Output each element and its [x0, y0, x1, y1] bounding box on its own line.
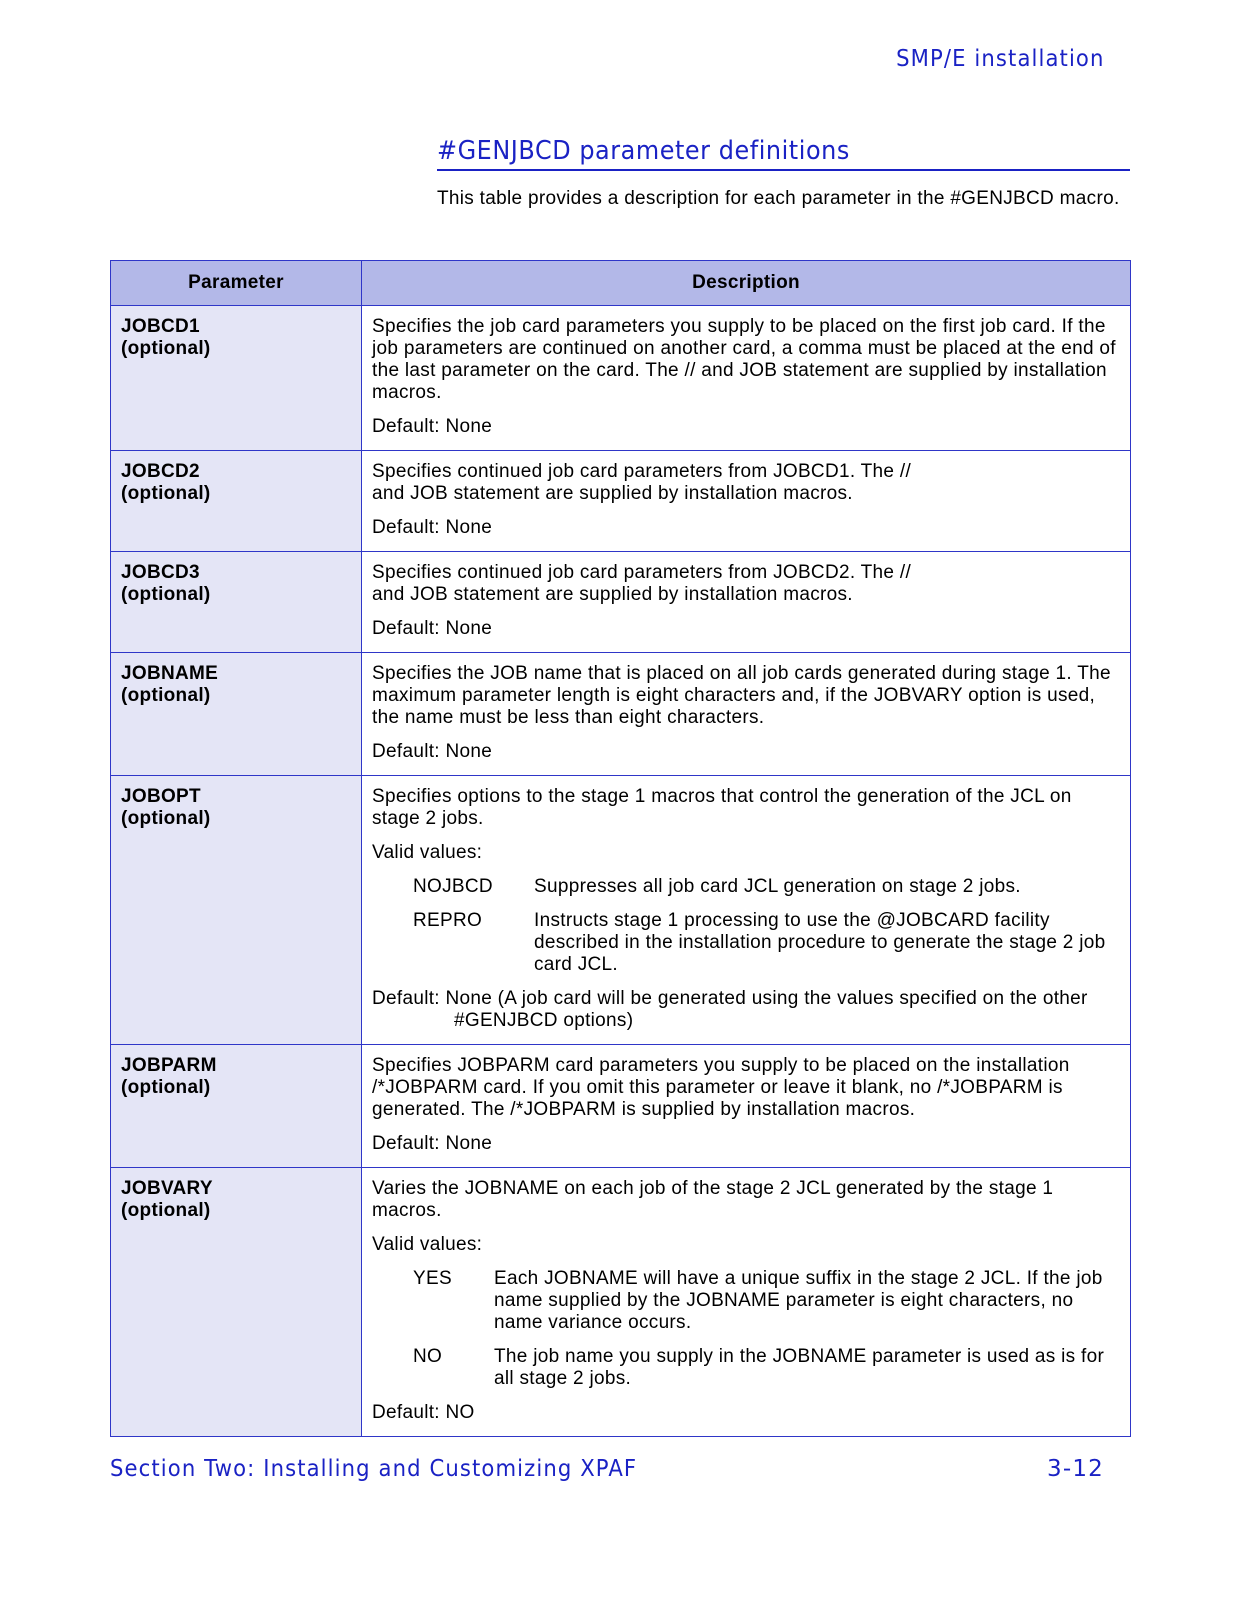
parameter-qualifier: (optional): [121, 808, 211, 829]
parameter-qualifier: (optional): [121, 685, 211, 706]
section-heading: [437, 136, 1130, 171]
column-header-description: Description: [362, 261, 1131, 306]
parameter-name: JOBNAME: [121, 663, 219, 684]
description-text: Varies the JOBNAME on each job of the stage 2 JCL generated by the stage 1 macros.: [372, 1178, 1054, 1221]
table-row: [111, 776, 1131, 1045]
description-cell: [362, 776, 1131, 1045]
parameter-cell: [111, 1168, 362, 1437]
parameter-name: JOBVARY: [121, 1178, 213, 1199]
description-text: Specifies the JOB name that is placed on all job cards generated during stage 1. The maximum parameter length is eight characters and, if the JOBVARY option is used, the name must be less than eight characters.: [372, 663, 1111, 728]
valid-value-key: REPRO: [413, 910, 483, 931]
valid-values-label: Valid values:: [372, 1234, 483, 1255]
valid-value-key: NOJBCD: [413, 876, 493, 897]
description-cell: [362, 552, 1131, 653]
parameter-name: JOBCD3: [121, 562, 200, 583]
default-value: Default: None: [372, 1133, 493, 1154]
description-text: Specifies continued job card parameters from JOBCD2. The // and JOB statement are supplied by installation macros.: [372, 562, 912, 605]
table-row: [111, 552, 1131, 653]
valid-value-row: [413, 910, 1120, 976]
parameter-qualifier: (optional): [121, 483, 211, 504]
valid-value-row: [413, 1346, 1120, 1390]
parameter-cell: [111, 552, 362, 653]
parameter-qualifier: (optional): [121, 1200, 211, 1221]
parameter-qualifier: (optional): [121, 584, 211, 605]
parameter-cell: [111, 776, 362, 1045]
table-row: [111, 1045, 1131, 1168]
parameter-name: JOBCD2: [121, 461, 200, 482]
valid-value-description: The job name you supply in the JOBNAME parameter is used as is for all stage 2 jobs.: [494, 1346, 1105, 1389]
default-value: Default: None: [372, 416, 493, 437]
running-header: SMP/E installation: [895, 46, 1104, 72]
description-text: Specifies the job card parameters you supply to be placed on the first job card. If the job parameters are continued on another card, a comma must be placed at the end of the last parameter on the card. The // and JOB statement are supplied by installation macros.: [372, 316, 1116, 403]
table-row: [111, 653, 1131, 776]
description-cell: [362, 451, 1131, 552]
parameter-cell: [111, 1045, 362, 1168]
parameter-cell: [111, 653, 362, 776]
valid-value-description: Instructs stage 1 processing to use the @JOBCARD facility described in the installation procedure to generate the stage 2 job card JCL.: [534, 910, 1106, 975]
column-header-parameter: Parameter: [111, 261, 362, 306]
intro-text: This table provides a description for each parameter in the #GENJBCD macro.: [437, 188, 1120, 209]
default-value: Default: NO: [372, 1402, 475, 1423]
parameter-cell: [111, 306, 362, 451]
section-title: #GENJBCD parameter definitions: [437, 136, 850, 166]
valid-value-description: Each JOBNAME will have a unique suffix in the stage 2 JCL. If the job name supplied by the JOBNAME parameter is eight characters, no name variance occurs.: [494, 1268, 1103, 1333]
description-text: Specifies continued job card parameters from JOBCD1. The // and JOB statement are supplied by installation macros.: [372, 461, 912, 504]
valid-values-label: Valid values:: [372, 842, 483, 863]
table-row: [111, 306, 1131, 451]
valid-value-key: YES: [413, 1268, 452, 1289]
description-cell: [362, 1045, 1131, 1168]
default-value: Default: None: [372, 741, 493, 762]
description-text: Specifies JOBPARM card parameters you supply to be placed on the installation /*JOBPARM card. If you omit this parameter or leave it blank, no /*JOBPARM is generated. The /*JOBPARM is supplied by installation macros.: [372, 1055, 1070, 1120]
description-text: Specifies options to the stage 1 macros that control the generation of the JCL on stage 2 jobs.: [372, 786, 1072, 829]
page-number: 3-12: [1047, 1456, 1104, 1482]
parameter-table: [110, 260, 1131, 1437]
parameter-name: JOBOPT: [121, 786, 201, 807]
default-value: Default: None (A job card will be generated using the values specified on the other #GENJBCD options): [372, 988, 1088, 1031]
description-cell: [362, 306, 1131, 451]
parameter-qualifier: (optional): [121, 1077, 211, 1098]
valid-value-row: [413, 876, 1120, 898]
default-value: Default: None: [372, 618, 493, 639]
table-row: [111, 451, 1131, 552]
footer-section-title: Section Two: Installing and Customizing XPAF: [110, 1456, 638, 1482]
valid-value-description: Suppresses all job card JCL generation on stage 2 jobs.: [534, 876, 1021, 897]
parameter-name: JOBCD1: [121, 316, 200, 337]
description-cell: [362, 1168, 1131, 1437]
parameter-cell: [111, 451, 362, 552]
description-cell: [362, 653, 1131, 776]
default-value: Default: None: [372, 517, 493, 538]
parameter-qualifier: (optional): [121, 338, 211, 359]
valid-value-key: NO: [413, 1346, 443, 1367]
parameter-name: JOBPARM: [121, 1055, 217, 1076]
table-row: [111, 1168, 1131, 1437]
table-header-row: [111, 261, 1131, 306]
valid-value-row: [413, 1268, 1120, 1334]
